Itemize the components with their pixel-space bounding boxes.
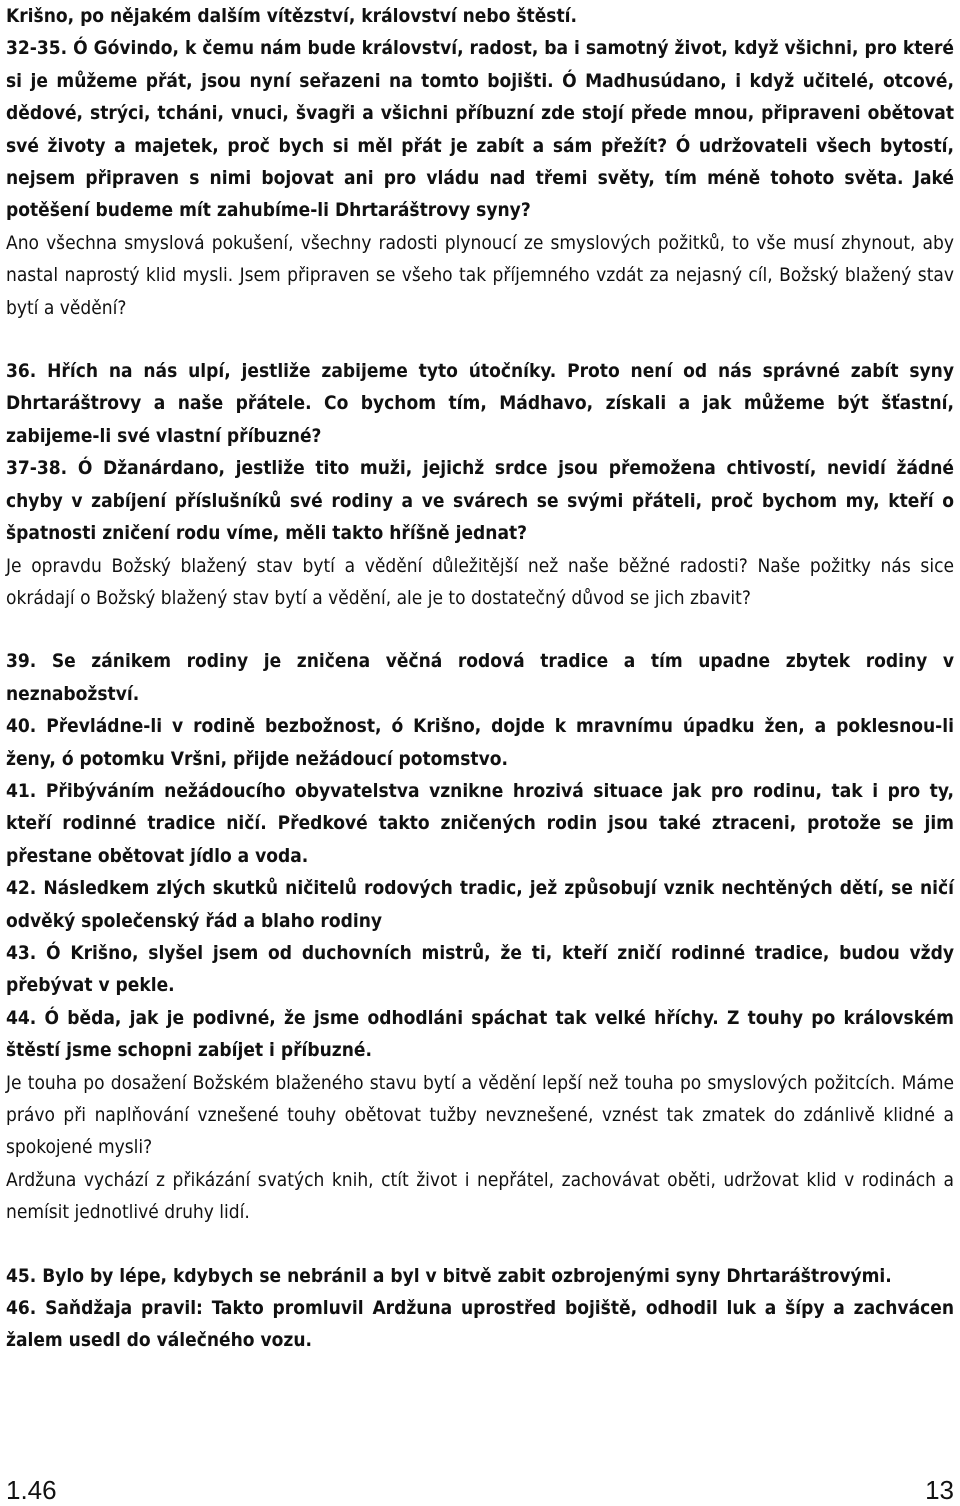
- paragraph: [6, 1260, 954, 1292]
- verse-text: 43. Ó Krišno, slyšel jsem od duchovních mistrů, že ti, kteří zničí rodinné tradice, budou vždy přebývat v pekle.: [6, 941, 954, 997]
- verse-text: 32-35. Ó Góvindo, k čemu nám bude království, radost, ba i samotný život, když všichni, pro které si je můžeme přát, jsou nyní seřazeni na tomto bojišti. Ó Madhusúdano, i když učitelé, otcové, dědové, strýci, tcháni, vnuci, švagři a všichni příbuzní zde stojí přede mnou, připraveni obětovat své životy a majetek, proč bych si měl přát je zabít a sám přežít? Ó udržovateli všech bytostí, nejsem připraven s nimi bojovat ani pro vládu nad třemi světy, tím méně tohoto světa. Jaké potěšení budeme mít zahubíme-li Dhrtaráštrovy syny?: [6, 37, 954, 222]
- verse-text: 42. Následkem zlých skutků ničitelů rodových tradic, jež způsobují vznik nechtěných dětí, se ničí odvěký společenský řád a blaho rodiny: [6, 877, 954, 932]
- paragraph: [6, 1067, 954, 1164]
- paragraph: [6, 1164, 954, 1229]
- verse-text: Krišno, po nějakém dalším vítězství, království nebo štěstí.: [6, 5, 577, 27]
- paragraph: [6, 32, 954, 226]
- section-number: 1.46: [6, 1474, 57, 1505]
- verse-text: 36. Hřích na nás ulpí, jestliže zabijeme tyto útočníky. Proto není od nás správné zabít syny Dhrtaráštrovy a naše přátele. Co bychom tím, Mádhavo, získali a jak můžeme být šťastní, zabijeme-li své vlastní příbuzné?: [6, 360, 954, 447]
- commentary-text: Ardžuna vychází z přikázání svatých knih, ctít život i nepřátel, zachovávat oběti, udržovat klid v rodinách a nemísit jednotlivé druhy lidí.: [6, 1168, 954, 1224]
- commentary-text: Je touha po dosažení Božském blaženého stavu bytí a vědění lepší než touha po smyslových požitcích. Máme právo při naplňování vznešené touhy obětovat tužby nevznešené, vznést tak zmatek do zdánlivě klidné a spokojené mysli?: [6, 1071, 954, 1159]
- paragraph: [6, 550, 954, 615]
- paragraph: [6, 355, 954, 452]
- paragraph: [6, 0, 954, 32]
- page-footer: [6, 1474, 954, 1506]
- paragraph-gap: [6, 324, 954, 355]
- paragraph: [6, 227, 954, 324]
- paragraph-gap: [6, 1229, 954, 1260]
- verse-text: 45. Bylo by lépe, kdybych se nebránil a byl v bitvě zabit ozbrojenými syny Dhrtaráštrovými.: [6, 1264, 892, 1287]
- verse-text: 41. Přibýváním nežádoucího obyvatelstva vznikne hrozivá situace jak pro rodinu, tak i pro ty, kteří rodinné tradice ničí. Předkové takto zničených rodin jsou také ztraceni, protože se jim přestane obětovat jídlo a voda.: [6, 779, 954, 867]
- paragraph: [6, 1292, 954, 1357]
- commentary-text: Ano všechna smyslová pokušení, všechny radosti plynoucí ze smyslových požitků, to vše musí zhynout, aby nastal naprostý klid mysli. Jsem připraven se všeho tak příjemného vzdát za nejasný cíl, Božský blažený stav bytí a vědění?: [6, 231, 954, 319]
- verse-text: 39. Se zánikem rodiny je zničena věčná rodová tradice a tím upadne zbytek rodiny v neznabožství.: [6, 650, 954, 705]
- paragraph: [6, 645, 954, 710]
- paragraph: [6, 872, 954, 937]
- commentary-text: Je opravdu Božský blažený stav bytí a vědění důležitější než naše běžné radosti? Naše požitky nás sice okrádají o Božský blažený stav bytí a vědění, ale je to dostatečný důvod se jich zbavit?: [6, 554, 954, 609]
- verse-text: 44. Ó běda, jak je podivné, že jsme odhodláni spáchat tak velké hříchy. Z touhy po královském štěstí jsme schopni zabíjet i příbuzné.: [6, 1006, 954, 1062]
- paragraph: [6, 1002, 954, 1067]
- paragraph: [6, 937, 954, 1002]
- paragraph-gap: [6, 614, 954, 645]
- paragraph: [6, 452, 954, 549]
- paragraph: [6, 775, 954, 872]
- paragraph: [6, 710, 954, 775]
- verse-text: 40. Převládne-li v rodině bezbožnost, ó Krišno, dojde k mravnímu úpadku žen, a poklesnou-li ženy, ó potomku Vršni, přijde nežádoucí potomstvo.: [6, 715, 954, 770]
- page-number: 13: [925, 1474, 954, 1505]
- verse-text: 46. Saňdžaja pravil: Takto promluvil Ardžuna uprostřed bojiště, odhodil luk a šípy a zachvácen žalem usedl do válečného vozu.: [6, 1297, 954, 1352]
- verse-text: 37-38. Ó Džanárdano, jestliže tito muži, jejichž srdce jsou přemožena chtivostí, nevidí žádné chyby v zabíjení příslušníků své rodiny a ve svárech se svými přáteli, proč bychom my, kteří o špatnosti zničení rodu víme, měli takto hříšně jednat?: [6, 457, 954, 545]
- document-body: [6, 0, 954, 1357]
